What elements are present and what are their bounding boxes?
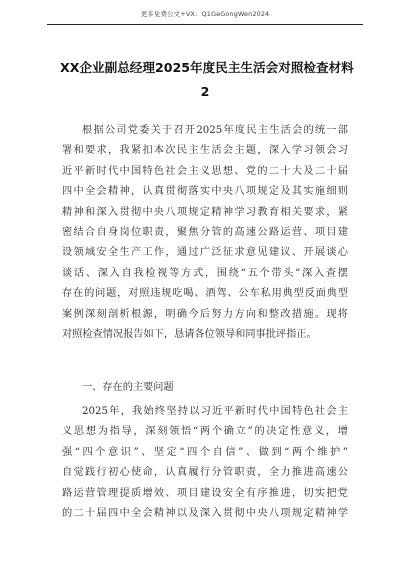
- paragraph-problems: [62, 402, 348, 524]
- document-title-line: 2: [200, 84, 210, 99]
- paragraph-line: 2025年，我始终坚持以习近平新时代中国特色社会主: [82, 406, 348, 417]
- section-heading: [62, 378, 348, 398]
- paragraph-line: 的二十届四中全会精神以及深入贯彻中央八项规定精神学: [62, 508, 348, 520]
- paragraph-line: 根据公司党委关于召开2025年度民主生活会的统一部: [82, 125, 348, 136]
- section-heading-text: 一、存在的主要问题: [82, 382, 174, 393]
- paragraph-line: 设领域安全生产工作，通过广泛征求意见建议、开展谈心: [62, 247, 348, 259]
- paragraph-line: 对照检查情况报告如下，恳请各位领导和同事批评指正。: [62, 329, 317, 341]
- header-note: 更多免费公文+VX：Q1GeGongWen2024: [140, 10, 270, 18]
- paragraph-line: 存在的问题，对照违规吃喝、酒驾、公车私用典型反面典型: [62, 288, 348, 300]
- paragraph-line: 精神和深入贯彻中央八项规定精神学习教育相关要求，紧: [62, 206, 348, 218]
- paragraph-intro: [62, 121, 348, 345]
- document-title-line: XX企业副总经理2025年度民主生活会对照检查材料: [60, 60, 354, 75]
- paragraph-line: 强“四个意识”、坚定“四个自信”、做到“两个维护”: [62, 446, 348, 458]
- paragraph-line: 四中全会精神，认真贯彻落实中央八项规定及其实施细则: [62, 186, 348, 198]
- paragraph-line: 密结合自身岗位职责，聚焦分管的高速公路运营、项目建: [62, 227, 348, 239]
- paragraph-line: 谈话、深入自我检视等方式，围绕“五个带头”深入查摆: [62, 267, 348, 279]
- paragraph-line: 近平新时代中国特色社会主义思想、党的二十大及二十届: [62, 165, 348, 177]
- paragraph-line: 义思想为指导，深刻领悟“两个确立”的决定性意义，增: [62, 426, 348, 438]
- paragraph-line: 案例深刻剖析根源，明确今后努力方向和整改措施。现将: [62, 308, 348, 320]
- paragraph-line: 自觉践行初心使命，认真履行分管职责，全力推进高速公: [62, 467, 348, 479]
- paragraph-line: 路运营管理提质增效、项目建设安全有序推进，切实把党: [62, 487, 348, 499]
- header-divider: [47, 24, 363, 25]
- document-title: [60, 56, 354, 104]
- paragraph-line: 署和要求，我紧扣本次民主生活会主题，深入学习领会习: [62, 145, 348, 157]
